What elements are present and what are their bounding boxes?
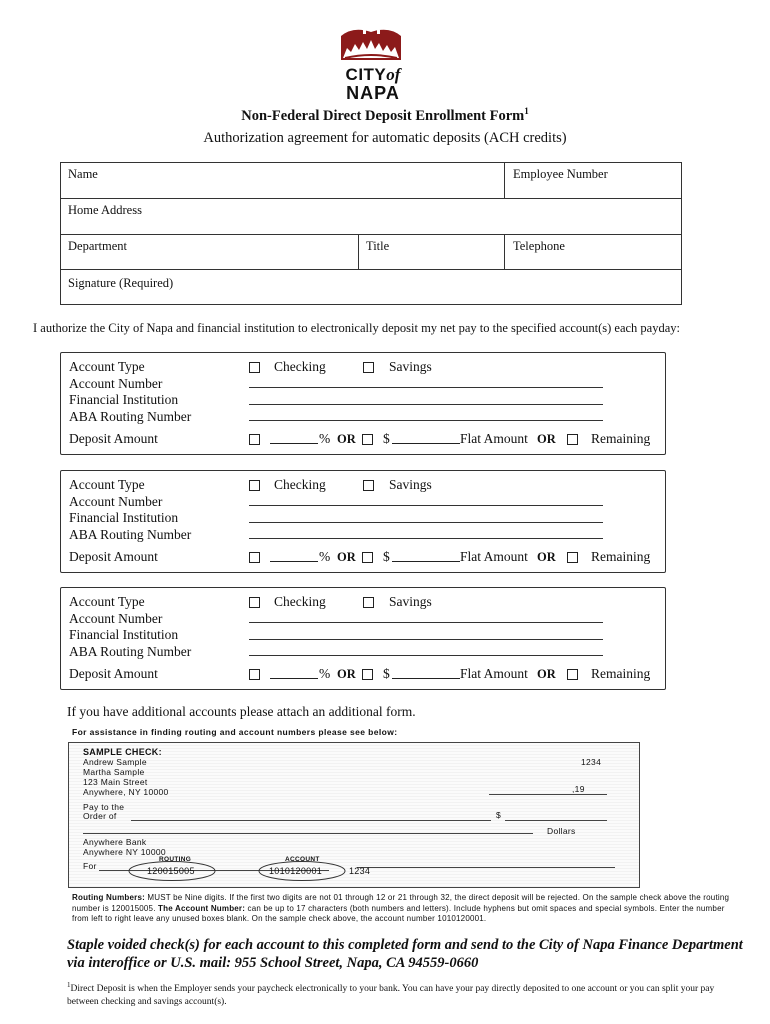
- flat-amount-label: Flat Amount: [460, 549, 528, 564]
- form-title-text: Non-Federal Direct Deposit Enrollment Form: [241, 107, 525, 124]
- assistance-header: For assistance in finding routing and account numbers please see below:: [72, 727, 398, 737]
- micr-check-number: 1234: [349, 866, 371, 876]
- remaining-checkbox[interactable]: [567, 434, 578, 445]
- or-label-2: OR: [537, 550, 556, 564]
- flat-amount-input[interactable]: [392, 666, 460, 679]
- percent-checkbox[interactable]: [249, 434, 260, 445]
- logo-wordmark: [330, 66, 416, 102]
- footnote-mark: 1: [67, 981, 71, 989]
- percent-sign: %: [319, 431, 331, 446]
- account-number-label: Account Number: [69, 610, 163, 626]
- or-label-1: OR: [337, 667, 356, 681]
- routing-note-lead: Routing Numbers:: [72, 893, 145, 902]
- logo-city: CITY: [345, 65, 387, 84]
- flat-amount-input[interactable]: [392, 431, 460, 444]
- additional-accounts-note: If you have additional accounts please attach an additional form.: [67, 704, 416, 719]
- deposit-amount-label: Deposit Amount: [69, 431, 158, 446]
- financial-institution-line[interactable]: [249, 404, 603, 405]
- home-address-field[interactable]: Home Address: [68, 203, 142, 217]
- account-number-label: Account Number: [69, 493, 163, 509]
- account-type-label: Account Type: [69, 359, 145, 374]
- check-name2: Martha Sample: [83, 767, 145, 777]
- signature-field[interactable]: Signature (Required): [68, 276, 174, 290]
- savings-label: Savings: [389, 359, 432, 374]
- checking-label: Checking: [274, 594, 326, 609]
- sample-check-title: SAMPLE CHECK:: [83, 747, 162, 757]
- check-number: 1234: [581, 757, 602, 767]
- account-label: ACCOUNT: [285, 856, 320, 863]
- employee-info-table: [60, 162, 682, 305]
- aba-routing-line[interactable]: [249, 420, 603, 421]
- percent-checkbox[interactable]: [249, 669, 260, 680]
- routing-label: ROUTING: [159, 856, 192, 863]
- logo-of: of: [386, 65, 401, 84]
- percent-input[interactable]: [270, 666, 318, 679]
- percent-checkbox[interactable]: [249, 552, 260, 563]
- checking-label: Checking: [274, 359, 326, 374]
- savings-label: Savings: [389, 594, 432, 609]
- aba-routing-line[interactable]: [249, 538, 603, 539]
- routing-note-lead2: The Account Number:: [158, 903, 246, 913]
- flat-amount-checkbox[interactable]: [362, 434, 373, 445]
- routing-number: 120015005: [147, 866, 195, 876]
- savings-checkbox[interactable]: [363, 480, 374, 491]
- logo-napa: NAPA: [346, 83, 400, 103]
- financial-institution-line[interactable]: [249, 639, 603, 640]
- aba-routing-label: ABA Routing Number: [69, 643, 192, 659]
- account-number-line[interactable]: [249, 387, 603, 388]
- dollar-sign: $: [383, 666, 390, 681]
- remaining-checkbox[interactable]: [567, 552, 578, 563]
- checking-label: Checking: [274, 477, 326, 492]
- footnote: [67, 979, 747, 1009]
- deposit-amount-label: Deposit Amount: [69, 666, 158, 681]
- financial-institution-label: Financial Institution: [69, 510, 179, 525]
- dollar-sign: $: [383, 431, 390, 446]
- title-footnote-mark: 1: [524, 106, 529, 116]
- account-number-line[interactable]: [249, 622, 603, 623]
- flat-amount-checkbox[interactable]: [362, 552, 373, 563]
- aba-routing-label: ABA Routing Number: [69, 408, 192, 424]
- account-type-label: Account Type: [69, 594, 145, 609]
- percent-input[interactable]: [270, 549, 318, 562]
- account-block-1: [60, 352, 666, 455]
- staple-instructions: Staple voided check(s) for each account to this completed form and send to the City of Napa Finance Department via interoffice or U.S. mail: 955 School Street, Napa, CA 94559-0660: [67, 937, 743, 971]
- or-label-1: OR: [337, 550, 356, 564]
- deposit-amount-label: Deposit Amount: [69, 549, 158, 564]
- check-pay-to: Pay to the: [83, 802, 125, 812]
- checking-checkbox[interactable]: [249, 362, 260, 373]
- check-bank-city: Anywhere NY 10000: [83, 847, 166, 857]
- checking-checkbox[interactable]: [249, 597, 260, 608]
- check-dollar-sign: $: [496, 810, 502, 820]
- aba-routing-line[interactable]: [249, 655, 603, 656]
- check-bank: Anywhere Bank: [83, 837, 147, 847]
- form-title: [0, 106, 770, 125]
- savings-checkbox[interactable]: [363, 362, 374, 373]
- aba-routing-label: ABA Routing Number: [69, 526, 192, 542]
- remaining-label: Remaining: [591, 549, 651, 564]
- flat-amount-label: Flat Amount: [460, 431, 528, 446]
- routing-note-text2: can be up to 17 characters (both numbers and letters). Include hyphens but omit spaces and special symbols. Enter the number from left to right leave any unused boxes blank. On the sample check above, the account number 1010120001.: [72, 903, 725, 923]
- savings-checkbox[interactable]: [363, 597, 374, 608]
- percent-sign: %: [319, 666, 331, 681]
- or-label-2: OR: [537, 667, 556, 681]
- routing-instructions: [72, 893, 732, 925]
- telephone-field[interactable]: Telephone: [513, 239, 565, 253]
- dollar-sign: $: [383, 549, 390, 564]
- account-number-line[interactable]: [249, 505, 603, 506]
- or-label-2: OR: [537, 432, 556, 446]
- checking-checkbox[interactable]: [249, 480, 260, 491]
- financial-institution-label: Financial Institution: [69, 392, 179, 407]
- check-street: 123 Main Street: [83, 777, 148, 787]
- account-type-label: Account Type: [69, 477, 145, 492]
- check-order-of: Order of: [83, 811, 117, 821]
- department-field[interactable]: Department: [68, 239, 128, 253]
- remaining-label: Remaining: [591, 666, 651, 681]
- percent-input[interactable]: [270, 431, 318, 444]
- flat-amount-label: Flat Amount: [460, 666, 528, 681]
- check-city: Anywhere, NY 10000: [83, 787, 169, 797]
- flat-amount-input[interactable]: [392, 549, 460, 562]
- employee-number-field[interactable]: Employee Number: [513, 167, 608, 181]
- or-label-1: OR: [337, 432, 356, 446]
- form-subtitle: Authorization agreement for automatic deposits (ACH credits): [203, 130, 567, 146]
- footnote-text: Direct Deposit is when the Employer sends your paycheck electronically to your bank. You can have your pay directly deposited to one account or you can split your pay between checking and savings account(s).: [67, 984, 715, 1008]
- check-dollars: Dollars: [547, 826, 576, 836]
- check-for: For: [83, 861, 97, 871]
- name-field[interactable]: Name: [68, 167, 98, 181]
- remaining-checkbox[interactable]: [567, 669, 578, 680]
- routing-note-text1: MUST be Nine digits. If the first two digits are not 01 through 12 or 21 through 32, the direct deposit will be rejected. On the sample check above the routing number is 120015005.: [72, 893, 730, 913]
- check-date: ,19: [572, 784, 585, 794]
- flat-amount-checkbox[interactable]: [362, 669, 373, 680]
- percent-sign: %: [319, 549, 331, 564]
- title-field[interactable]: Title: [366, 239, 390, 253]
- remaining-label: Remaining: [591, 431, 651, 446]
- sample-check: [68, 742, 640, 888]
- account-block-3: [60, 587, 666, 690]
- account-number-label: Account Number: [69, 375, 163, 391]
- account-block-2: [60, 470, 666, 573]
- account-number: 1010120001: [269, 866, 323, 876]
- financial-institution-line[interactable]: [249, 522, 603, 523]
- financial-institution-label: Financial Institution: [69, 627, 179, 642]
- check-name1: Andrew Sample: [83, 757, 147, 767]
- savings-label: Savings: [389, 477, 432, 492]
- authorization-statement: I authorize the City of Napa and financial institution to electronically deposit my net pay to the specified account(s) each payday:: [33, 321, 681, 335]
